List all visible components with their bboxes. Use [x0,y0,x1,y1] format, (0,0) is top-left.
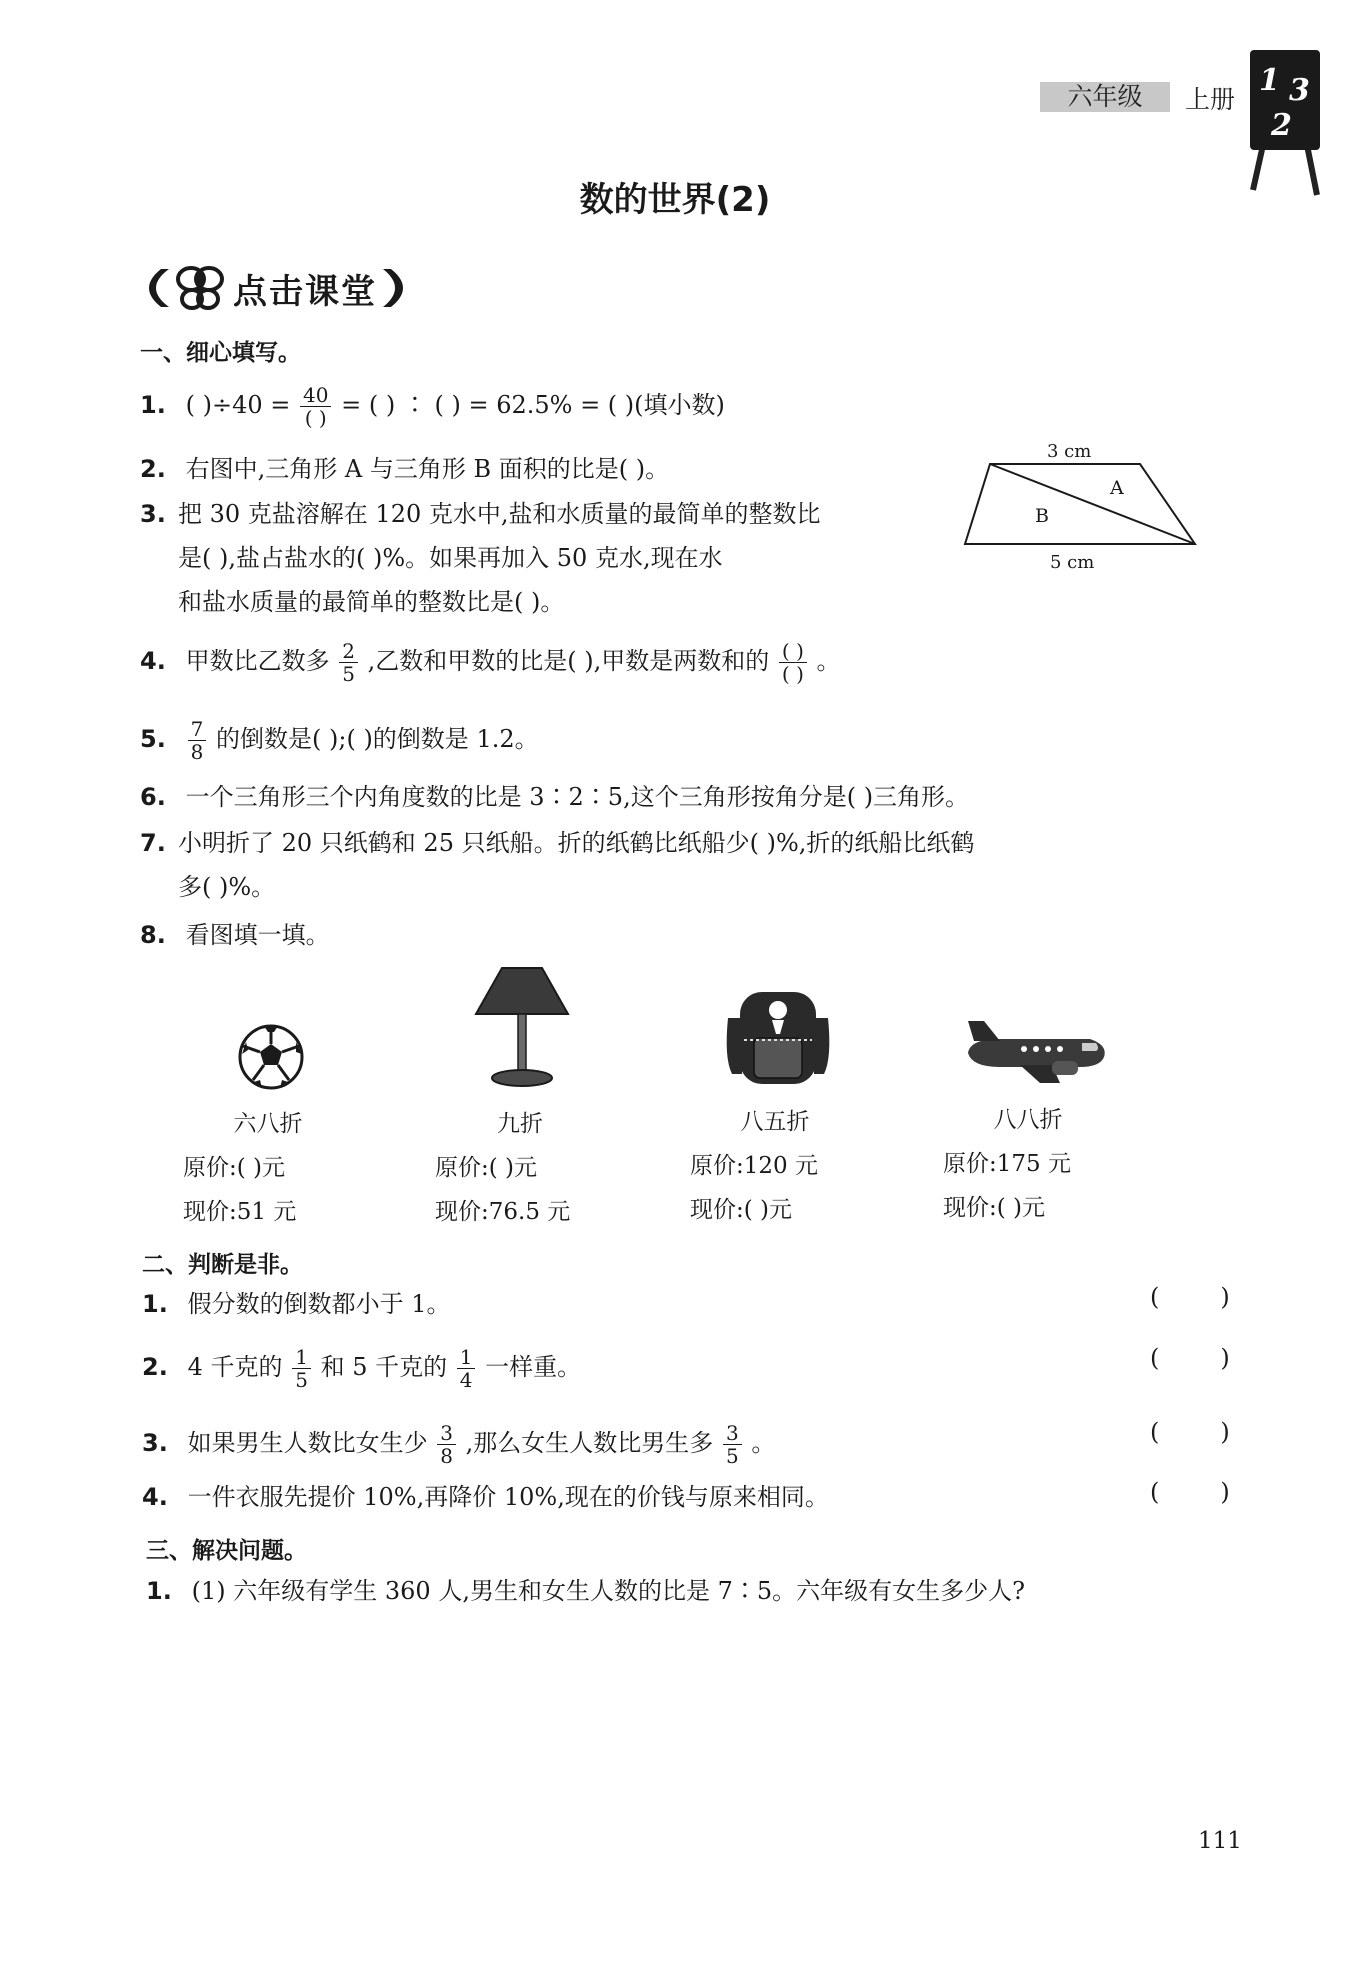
fraction-denominator: ( ) [781,662,804,686]
question-number: 1. [142,1290,168,1318]
question-number: 3. [142,1429,168,1457]
butterfly-icon [175,263,225,313]
original-price: 原价:( )元 [435,1155,538,1181]
question-1-4 [140,640,841,685]
trapezoid-figure [955,432,1205,580]
question-text: 甲数比乙数多 [185,647,330,675]
question-number: 5. [140,725,166,753]
fraction [437,1422,456,1467]
question-number: 2. [142,1353,168,1381]
question-text: 把 30 克盐溶解在 120 克水中,盐和水质量的最简单的整数比 [178,500,821,528]
question-2-2 [142,1346,581,1391]
question-text: 多( )%。 [178,873,276,901]
question-number: 8. [140,921,166,949]
fraction-numerator: ( ) [779,640,807,663]
fraction [723,1422,742,1467]
question-text: 。 [751,1429,776,1457]
fraction-denominator: 5 [725,1444,739,1468]
backpack-icon [718,978,838,1090]
discount-label: 六八折 [233,1111,303,1137]
section-banner-label: 点击课堂 [233,271,377,312]
section-banner [135,262,407,314]
fraction [300,384,331,429]
figure-bottom-label: 5 cm [1050,552,1095,573]
question-text: 4 千克的 [187,1353,283,1381]
price-item-lamp [435,1102,655,1234]
page-number: 111 [1198,1828,1242,1854]
fraction [779,640,807,685]
bracket-left-icon [135,265,175,311]
question-text: 和 5 千克的 [320,1353,448,1381]
current-price: 现价:( )元 [690,1197,793,1223]
fraction-denominator: 5 [342,662,356,686]
original-price: 原价:120 元 [690,1153,818,1179]
question-text: 的倒数是( );( )的倒数是 1.2。 [216,725,539,753]
soccer-ball-icon [236,1022,306,1092]
fraction-numerator: 1 [292,1346,311,1369]
lamp-icon [472,962,572,1092]
question-number: 2. [140,455,166,483]
question-1-7 [140,826,974,904]
question-text: ,那么女生人数比男生多 [465,1429,714,1457]
question-text: 右图中,三角形 A 与三角形 B 面积的比是( )。 [185,455,670,483]
fraction-denominator: 8 [440,1444,454,1468]
part1-heading: 一、细心填写。 [140,340,301,366]
figure-label-b: B [1035,505,1049,527]
question-number: 3. [140,500,166,528]
question-2-1 [142,1287,451,1321]
answer-box[interactable]: ( ) [1150,1283,1230,1311]
question-number: 1. [140,391,166,419]
part2-heading: 二、判断是非。 [142,1252,303,1278]
question-text: 看图填一填。 [185,921,330,949]
question-text: 一个三角形三个内角度数的比是 3∶2∶5,这个三角形按角分是( )三角形。 [185,783,970,811]
grade-label: 六年级 [1040,82,1170,112]
term-label: 上册 [1185,85,1236,114]
answer-box[interactable]: ( ) [1150,1478,1230,1506]
discount-label: 八八折 [993,1107,1063,1133]
question-2-3 [142,1422,775,1467]
discount-label: 八五折 [740,1109,810,1135]
current-price: 现价:76.5 元 [435,1199,571,1225]
fraction-numerator: 7 [188,718,207,741]
part3-heading: 三、解决问题。 [146,1538,307,1564]
fraction-numerator: 40 [300,384,331,407]
fraction [339,640,358,685]
fraction-numerator: 3 [723,1422,742,1445]
price-item-ball [183,1102,403,1234]
question-text: 。 [816,647,841,675]
bracket-right-icon [377,265,407,311]
fraction [457,1346,476,1391]
question-text: 如果男生人数比女生少 [187,1429,428,1457]
original-price: 原价:( )元 [183,1155,286,1181]
question-number: 4. [140,647,166,675]
question-text: 一件衣服先提价 10%,再降价 10%,现在的价钱与原来相同。 [187,1483,829,1511]
discount-label: 九折 [497,1111,543,1137]
question-number: 7. [140,829,166,857]
current-price: 现价:51 元 [183,1199,297,1225]
fraction-denominator: 4 [459,1368,473,1392]
price-item-airplane [943,1098,1163,1230]
question-1-2 [140,452,669,486]
question-1-5 [140,718,539,763]
question-number: 6. [140,783,166,811]
fraction-denominator: 8 [190,740,204,764]
fraction-numerator: 2 [339,640,358,663]
airplane-icon [960,1015,1110,1085]
fraction [292,1346,311,1391]
figure-top-label: 3 cm [1047,441,1092,462]
question-text: ( )÷40 = [185,391,291,419]
question-3-1 [146,1574,1025,1608]
page-title: 数的世界(2) [579,180,771,220]
question-2-4 [142,1480,829,1514]
question-text: ,乙数和甲数的比是( ),甲数是两数和的 [367,647,770,675]
answer-box[interactable]: ( ) [1150,1344,1230,1372]
logo-digit: 1 [1259,63,1280,98]
question-text: = ( ) ∶ ( ) = 62.5% = ( )(填小数) [341,391,725,419]
question-text: 和盐水质量的最简单的整数比是( )。 [178,588,565,616]
fraction-denominator: ( ) [304,406,327,430]
price-item-backpack [690,1100,910,1232]
logo-digit: 3 [1289,73,1310,108]
question-text: (1) 六年级有学生 360 人,男生和女生人数的比是 7∶5。六年级有女生多少人? [191,1577,1025,1605]
logo-digit: 2 [1271,108,1292,143]
current-price: 现价:( )元 [943,1195,1046,1221]
fraction-numerator: 1 [457,1346,476,1369]
question-1-3 [140,497,821,619]
question-text: 是( ),盐占盐水的( )%。如果再加入 50 克水,现在水 [178,544,723,572]
question-1-8 [140,918,330,952]
question-text: 小明折了 20 只纸鹤和 25 只纸船。折的纸鹤比纸船少( )%,折的纸船比纸鹤 [178,829,975,857]
original-price: 原价:175 元 [943,1151,1071,1177]
fraction [188,718,207,763]
question-text: 假分数的倒数都小于 1。 [187,1290,451,1318]
fraction-denominator: 5 [295,1368,308,1392]
question-number: 1. [146,1577,172,1605]
question-1-6 [140,780,969,814]
answer-box[interactable]: ( ) [1150,1418,1230,1446]
question-1-1 [140,384,725,429]
fraction-numerator: 3 [437,1422,456,1445]
figure-label-a: A [1110,477,1124,499]
question-number: 4. [142,1483,168,1511]
question-text: 一样重。 [485,1353,582,1381]
